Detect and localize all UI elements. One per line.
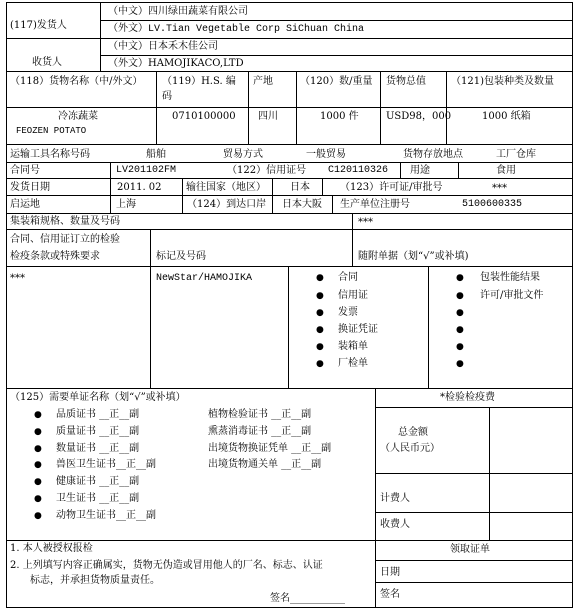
doc-item: 合同: [338, 272, 358, 283]
bullet: ●: [456, 291, 464, 301]
cert-item: 品质证书 __正__副: [56, 409, 140, 420]
value-header: 货物总值: [386, 76, 426, 87]
bullet: ●: [316, 342, 324, 352]
goods-name-cn: 冷冻蔬菜: [58, 111, 98, 122]
total-amount-label: 总金额: [398, 427, 428, 438]
total-value: USD98，000: [386, 111, 452, 122]
terms-label-1: 合同、信用证订立的检验: [10, 234, 120, 245]
shipper-en: （外文）LV.Tian Vegetable Corp SiChuan China: [108, 24, 365, 35]
reg-label: 生产单位注册号: [340, 199, 410, 210]
terms-value: ***: [10, 273, 25, 284]
bullet: ●: [456, 273, 464, 283]
ship-date-value: 2011. 02: [117, 182, 162, 193]
pack-header: （121)包装种类及数量: [451, 76, 554, 87]
reg-value: 5100600335: [462, 199, 523, 210]
country-label: 输往国家（地区）: [186, 182, 266, 193]
bullet: ●: [34, 494, 42, 504]
bullet: ●: [456, 359, 464, 369]
consignee-en: （外文）HAMOJIKACO,LTD: [108, 58, 244, 69]
bullet: ●: [456, 308, 464, 318]
container-value: ***: [358, 217, 373, 228]
total-amount-unit: （人民币元）: [380, 443, 440, 454]
calc-label: 计费人: [380, 493, 410, 504]
cert-item: 出境货物换证凭单 __正__副: [208, 443, 332, 454]
country-value: 日本: [290, 182, 310, 193]
store-value: 工厂仓库: [496, 149, 536, 160]
bullet: ●: [456, 325, 464, 335]
cert-item: 出境货物通关单 __正__副: [208, 459, 322, 470]
cert-item: 兽医卫生证书__正__副: [56, 459, 156, 470]
cert-item: 质量证书 __正__副: [56, 426, 140, 437]
fee-title: *检验检疫费: [440, 392, 495, 403]
origin-header: 产地: [253, 76, 273, 87]
bullet: ●: [34, 477, 42, 487]
lc-label: （122）信用证号: [227, 165, 307, 176]
hs-header-1: （119）H.S. 编: [162, 76, 236, 87]
marks-label: 标记及号码: [156, 251, 206, 262]
trade-label: 贸易方式: [223, 149, 263, 160]
collect-label: 收费人: [380, 519, 410, 530]
doc-item: 换证凭证: [338, 324, 378, 335]
contract-label: 合同号: [10, 165, 40, 176]
doc-item: 装箱单: [338, 341, 368, 352]
ship-date-label: 发货日期: [10, 182, 50, 193]
decl-item-2-line-1: 2. 上列填写内容正确属实，货物无伪造或冒用他人的厂名、标志、认证: [10, 560, 323, 571]
docs-label: 随附单据（划“√”或补填): [358, 251, 469, 262]
container-label: 集装箱规格、数量及号码: [10, 216, 120, 227]
cert-item: 熏蒸消毒证书 __正__副: [208, 426, 312, 437]
store-label: 货物存放地点: [403, 149, 463, 160]
bullet: ●: [34, 511, 42, 521]
bullet: ●: [34, 444, 42, 454]
bullet: ●: [316, 325, 324, 335]
certs-title: （125）需要单证名称（划“√”或补填）: [10, 392, 186, 403]
qty-value: 1000 件: [320, 111, 359, 122]
permit-label: （123）许可证/审批号: [340, 182, 443, 193]
arrive-label: （124）到达口岸: [187, 199, 267, 210]
marks-value: NewStar/HAMOJIKA: [156, 273, 253, 284]
goods-name-en: FEOZEN POTATO: [16, 126, 87, 136]
sign-line: ___________: [290, 593, 345, 604]
cert-item: 健康证书 __正__副: [56, 476, 140, 487]
decl-item-2-line-2: 标志，并承担货物质量责任。: [30, 575, 160, 586]
lc-value: C120110326: [328, 165, 389, 176]
doc-item: 信用证: [338, 290, 368, 301]
doc-item: 包装性能结果: [480, 272, 540, 283]
port-value: 上海: [116, 199, 136, 210]
bullet: ●: [316, 308, 324, 318]
doc-item: 发票: [338, 307, 358, 318]
cert-item: 数量证书 __正__副: [56, 443, 140, 454]
use-label: 用途: [410, 165, 430, 176]
cert-item: 卫生证书 __正__副: [56, 493, 140, 504]
bullet: ●: [34, 427, 42, 437]
hs-header-2: 码: [162, 91, 172, 102]
doc-item: 厂检单: [338, 358, 368, 369]
consignee-label: 收货人: [32, 57, 62, 68]
bullet: ●: [316, 291, 324, 301]
receipt-sign-label: 签名: [380, 589, 400, 600]
port-label: 启运地: [10, 199, 40, 210]
transport-label: 运输工具名称号码: [10, 149, 90, 160]
contract-value: LV201102FM: [116, 165, 177, 176]
terms-label-2: 检疫条款或特殊要求: [10, 251, 100, 262]
qty-header: （120）数/重量: [300, 76, 373, 87]
sign-label: 签名: [270, 593, 290, 604]
trade-value: 一般贸易: [306, 149, 346, 160]
hs-value: 0710100000: [172, 111, 236, 122]
bullet: ●: [34, 410, 42, 420]
bullet: ●: [456, 342, 464, 352]
cert-item: 植物检验证书 __正__副: [208, 409, 312, 420]
bullet: ●: [316, 273, 324, 283]
shipper-cn: （中文）四川绿田蔬菜有限公司: [108, 6, 248, 17]
receipt-date-label: 日期: [380, 567, 400, 578]
decl-item-1: 1. 本人被授权报检: [10, 543, 93, 554]
receipt-title: 领取证单: [450, 544, 490, 555]
bullet: ●: [316, 359, 324, 369]
consignee-cn: （中文）日本禾木佳公司: [108, 41, 218, 52]
pack-value: 1000 纸箱: [482, 111, 531, 122]
cert-item: 动物卫生证书__正__副: [56, 510, 156, 521]
doc-item: 许可/审批文件: [480, 290, 544, 301]
use-value: 食用: [496, 165, 516, 176]
goods-name-header: （118）货物名称（中/外文）: [10, 76, 143, 87]
origin-value: 四川: [258, 111, 278, 122]
arrive-value: 日本大阪: [282, 199, 322, 210]
bullet: ●: [34, 460, 42, 470]
transport-value: 船舶: [146, 149, 166, 160]
permit-value: ***: [492, 183, 507, 194]
shipper-label: (117)发货人: [10, 20, 67, 31]
